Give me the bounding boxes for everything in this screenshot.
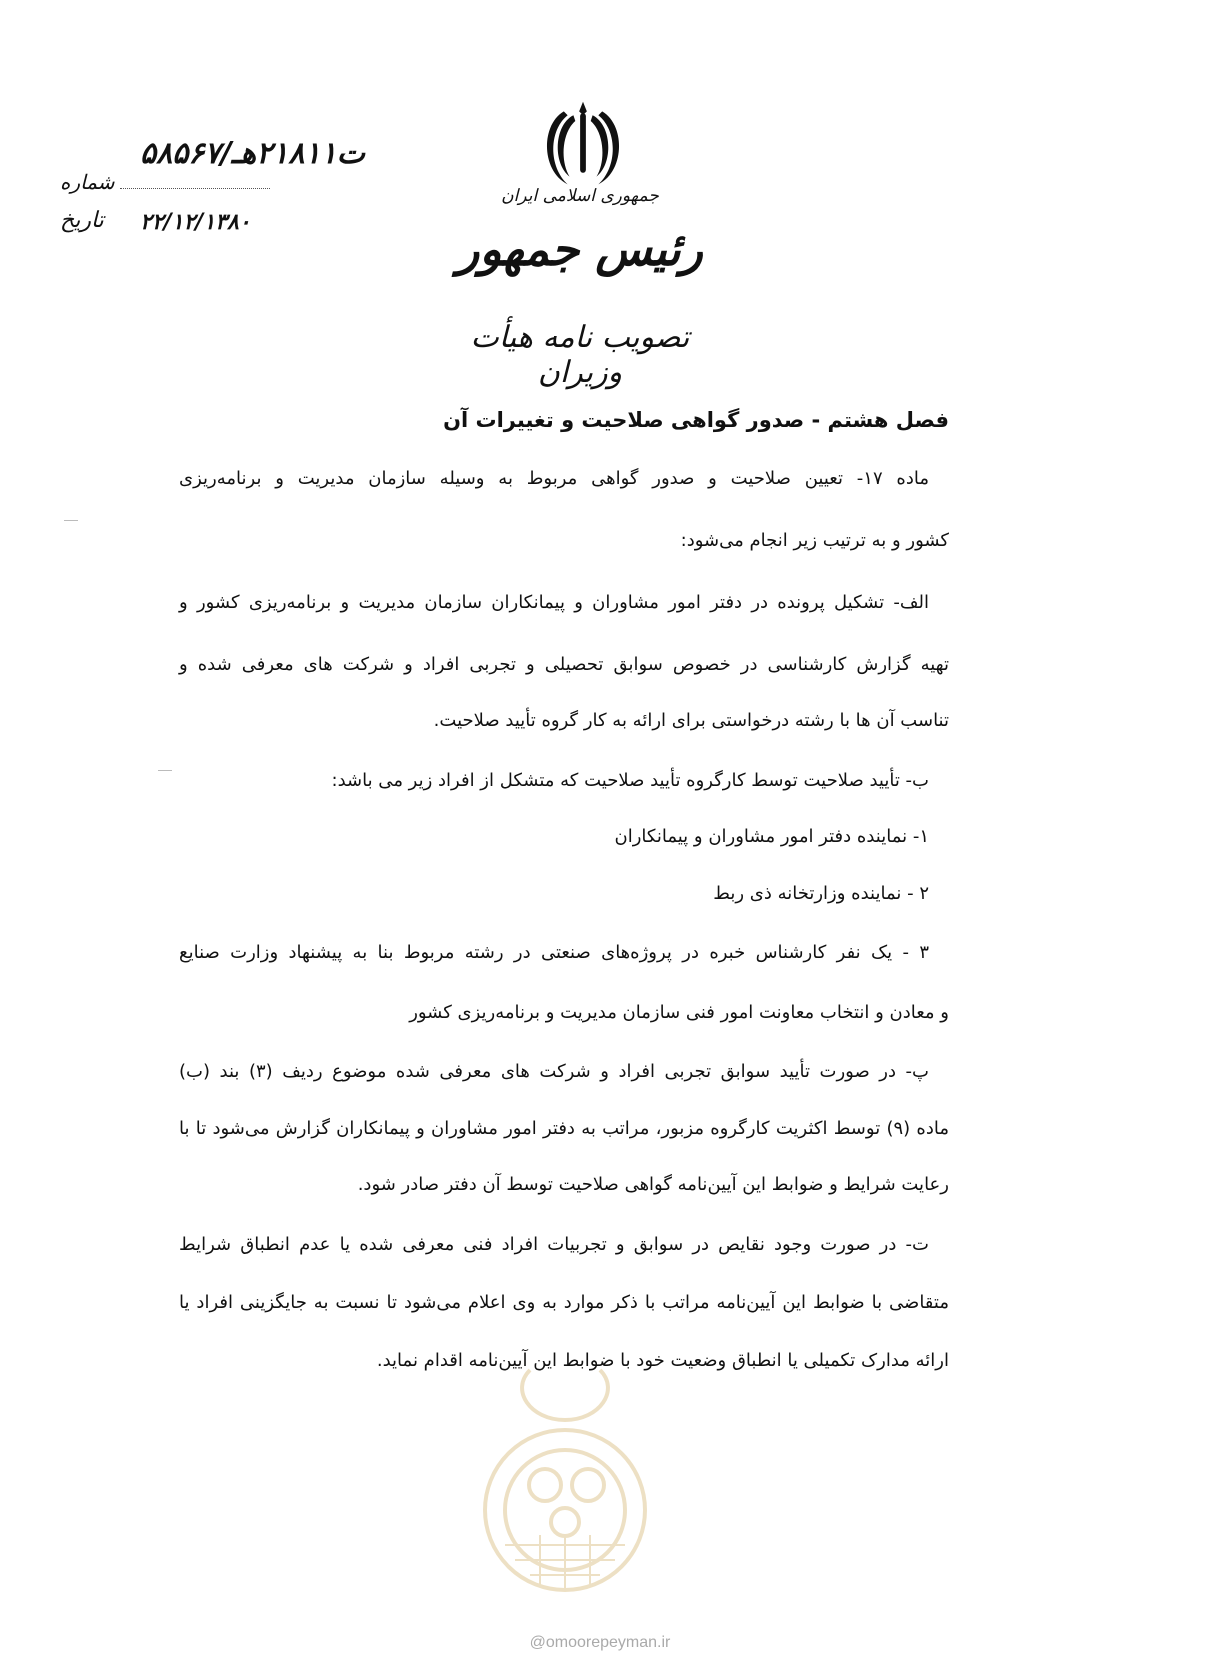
text-line: ماده (۹) توسط اکثریت کارگروه مزبور، مراتب به دفتر امور مشاوران و پیمانکاران گزارش می‌شود تا با xyxy=(179,1118,949,1139)
text-line: ماده ۱۷- تعیین صلاحیت و صدور گواهی مربوط به وسیله سازمان مدیریت و برنامه‌ریزی xyxy=(179,468,929,489)
section-title: فصل هشتم - صدور گواهی صلاحیت و تغییرات آن xyxy=(443,408,949,432)
text-line: ب- تأیید صلاحیت توسط کارگروه تأیید صلاحیت که متشکل از افراد زیر می باشد: xyxy=(331,770,929,791)
text-line: کشور و به ترتیب زیر انجام می‌شود: xyxy=(680,530,949,551)
text-line: ۳ - یک نفر کارشناس خبره در پروژه‌های صنعتی در رشته مربوط بنا به پیشنهاد وزارت صنایع xyxy=(179,942,929,963)
reference-number-label: شماره xyxy=(60,170,115,194)
omoorepeyman-logo-icon xyxy=(470,1360,660,1600)
text-line: و معادن و انتخاب معاونت امور فنی سازمان مدیریت و برنامه‌ریزی کشور xyxy=(409,1002,949,1023)
number-dotted-line xyxy=(120,188,270,189)
text-line: رعایت شرایط و ضوابط این آیین‌نامه گواهی صلاحیت توسط آن دفتر صادر شود. xyxy=(357,1174,949,1195)
country-name: جمهوری اسلامی ایران xyxy=(501,186,659,206)
document-subtitle: تصویب نامه هیأت وزیران xyxy=(470,320,690,390)
reference-date-label: تاریخ xyxy=(60,208,104,233)
watermark-site: @omoorepeyman.ir xyxy=(529,1634,671,1651)
text-line: پ- در صورت تأیید سوابق تجربی افراد و شرکت های معرفی شده موضوع ردیف (۳) بند (ب) xyxy=(179,1061,929,1082)
text-line: ت- در صورت وجود نقایص در سوابق و تجربیات افراد فنی معرفی شده یا عدم انطباق شرایط xyxy=(179,1234,929,1255)
scan-artifact xyxy=(158,770,172,771)
text-line: تهیه گزارش کارشناسی در خصوص سوابق تحصیلی و تجربی افراد و شرکت های معرفی شده و xyxy=(179,654,949,675)
text-line: متقاضی با ضوابط این آیین‌نامه مراتب با ذکر موارد به وی اعلام می‌شود تا نسبت به جایگزینی افراد یا xyxy=(179,1292,949,1313)
scan-artifact xyxy=(64,520,78,521)
text-line: الف- تشکیل پرونده در دفتر امور مشاوران و پیمانکاران سازمان مدیریت و برنامه‌ریزی کشور و xyxy=(179,592,929,613)
text-line: ۲ - نماینده وزارتخانه ذی ربط xyxy=(713,883,929,904)
iran-emblem-icon xyxy=(535,96,631,192)
reference-date: ۲۲/۱۲/۱۳۸۰ xyxy=(140,210,251,235)
text-line: تناسب آن ها با رشته درخواستی برای ارائه به کار گروه تأیید صلاحیت. xyxy=(433,710,949,731)
text-line: ۱- نماینده دفتر امور مشاوران و پیمانکاران xyxy=(614,826,929,847)
office-title: رئیس جمهور xyxy=(457,222,703,276)
reference-number: ۵۸۵۶۷/ت۲۱۸۱۱هـ xyxy=(140,136,365,171)
text-line: ارائه مدارک تکمیلی یا انطباق وضعیت خود با ضوابط این آیین‌نامه اقدام نماید. xyxy=(376,1350,949,1371)
